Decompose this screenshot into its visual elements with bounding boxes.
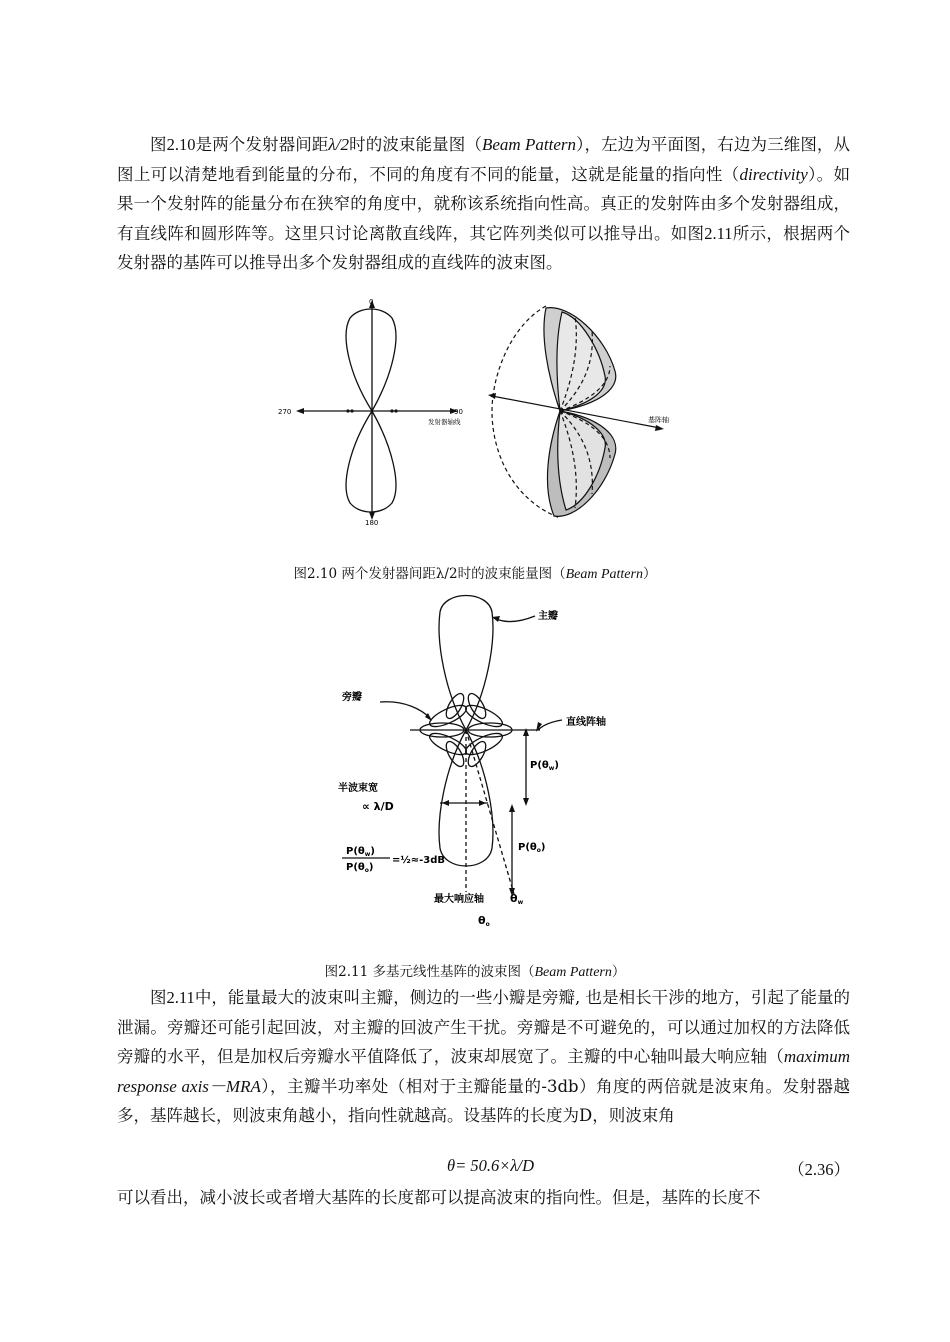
line-array-axis-label: 直线阵轴 (566, 717, 606, 728)
text-run: ）。如果一个发射阵的能量分布在狭窄的角度中，就称该系统指向性高。真正的发射阵由多个发射器组成，有直线阵和圆形阵等。这里只讨论离散直线阵，其它阵列类似可以推导出。如图 (117, 164, 851, 243)
axis-pointer (538, 720, 562, 730)
label-270: 270 (278, 408, 292, 416)
ratio-den-text: P(θ (346, 862, 365, 873)
p-theta-w-text: P(θ (530, 760, 549, 771)
figure-ref: 2.11 (166, 988, 195, 1007)
text-run: 图 (150, 135, 167, 154)
theta-0-text: θ (478, 914, 486, 927)
p-theta-w-sub: w (548, 765, 555, 772)
caption-english: Beam Pattern (534, 965, 612, 980)
ratio-den-close: ) (368, 862, 374, 873)
p-theta-w-label (530, 760, 559, 772)
ratio-num-sub: w (364, 851, 371, 858)
label-90: 90 (454, 408, 463, 416)
planar-beam-pattern (300, 304, 454, 516)
axis-arrows (296, 300, 458, 520)
figure-2-10 (270, 296, 690, 528)
paragraph-conclusion (117, 1183, 850, 1213)
theta-0-sub: o (485, 921, 490, 928)
main-lobe-pointer (494, 616, 535, 622)
text-run: 时的波束能量图（ (349, 135, 482, 154)
figure-caption-2-11 (0, 960, 950, 981)
figure-caption-2-10 (0, 562, 950, 583)
theta-w-sub: w (517, 899, 524, 906)
text-run: 图 (150, 988, 167, 1007)
proportional-label: ∝ λ/D (362, 800, 394, 813)
array-axis-label: 基阵轴 (648, 416, 669, 424)
max-response-axis-label: 最大响应轴 (434, 894, 484, 905)
paragraph-main-lobe (117, 983, 850, 1131)
caption-text: ） (611, 964, 626, 980)
lambda-term: λ/2 (328, 135, 350, 154)
main-lobe-label: 主瓣 (538, 611, 558, 622)
theta-w-text: θ (510, 892, 518, 905)
english-term: directivity (739, 164, 808, 184)
ratio-den-sub: o (364, 867, 369, 874)
label-0: 0 (369, 298, 374, 306)
theta-w-label (510, 892, 524, 906)
side-lobe-label: 旁瓣 (342, 692, 362, 703)
equation-number: （2.36） (788, 1160, 850, 1179)
side-lobe-pointer (380, 702, 430, 718)
figure-2-11 (330, 582, 630, 940)
caption-text: 图2.11 多基元线性基阵的波束图（ (324, 964, 535, 980)
emitter-axis-label: 发射器轴线 (428, 418, 461, 426)
p-theta-0-sub: o (536, 847, 541, 854)
text-run: 是两个发射器间距 (195, 135, 329, 154)
english-term: Beam Pattern (481, 135, 577, 154)
theta-0-label (478, 914, 490, 928)
caption-text: ） (642, 566, 657, 582)
3d-beam-pattern (492, 306, 660, 518)
upper-lobe (346, 309, 396, 411)
caption-english: Beam Pattern (565, 567, 643, 582)
formula-line (117, 1156, 850, 1182)
ratio-num-text: P(θ (346, 846, 365, 857)
p-theta-0-close: ) (540, 842, 546, 853)
beam-angle-formula: θ= 50.6×λ/D (447, 1156, 535, 1175)
text-run: 可以看出，减小波长或者增大基阵的长度都可以提高波束的指向性。但是，基阵的长度不 (117, 1188, 761, 1207)
p-theta-w-close: ) (554, 760, 559, 771)
half-beam-width-label: 半波束宽 (338, 783, 378, 794)
p-theta-0-text: P(θ (518, 842, 537, 853)
caption-text: 图2.10 两个发射器间距λ/2时的波束能量图（ (293, 566, 566, 582)
ratio-numerator (346, 846, 375, 858)
text-run: 所示，根据两个发射器的基阵可以推导出多个发射器组成的直线阵的波束图。 (117, 223, 851, 272)
figure-ref: 2.10 (166, 135, 196, 154)
ratio-rhs: =½≈-3dB (392, 855, 445, 866)
lower-lobe (346, 411, 396, 512)
text-run: 中，能量最大的波束叫主瓣，侧边的一些小瓣是旁瓣, 也是相长干涉的地方，引起了能量的泄漏。旁瓣还可能引起回波，对主瓣的回波产生干扰。旁瓣是不可避免的，可以通过加权的方法降低旁瓣的水平，但是加权后旁瓣水平值降低了，波束却展宽了。主瓣的中心轴叫最大响应轴（ (117, 988, 850, 1066)
label-180: 180 (365, 519, 379, 527)
ratio-num-close: ) (370, 846, 375, 857)
figure-ref: 2.11 (704, 223, 733, 243)
english-term: maximum response axis－MRA (117, 1047, 850, 1096)
ratio-denominator (346, 862, 373, 874)
p-theta-0-label (518, 842, 545, 854)
text-run: ），主瓣半功率处（相对于主瓣能量的-3db）角度的两倍就是波束角。发射器越多，基阵越长，则波束角越小，指向性就越高。设基阵的长度为D，则波束角 (117, 1076, 851, 1125)
text-run: ），左边为平面图，右边为三维图，从图上可以清楚地看到能量的分布，不同的角度有不同的能量，这就是能量的指向性（ (117, 135, 851, 184)
paragraph-intro (117, 130, 850, 278)
